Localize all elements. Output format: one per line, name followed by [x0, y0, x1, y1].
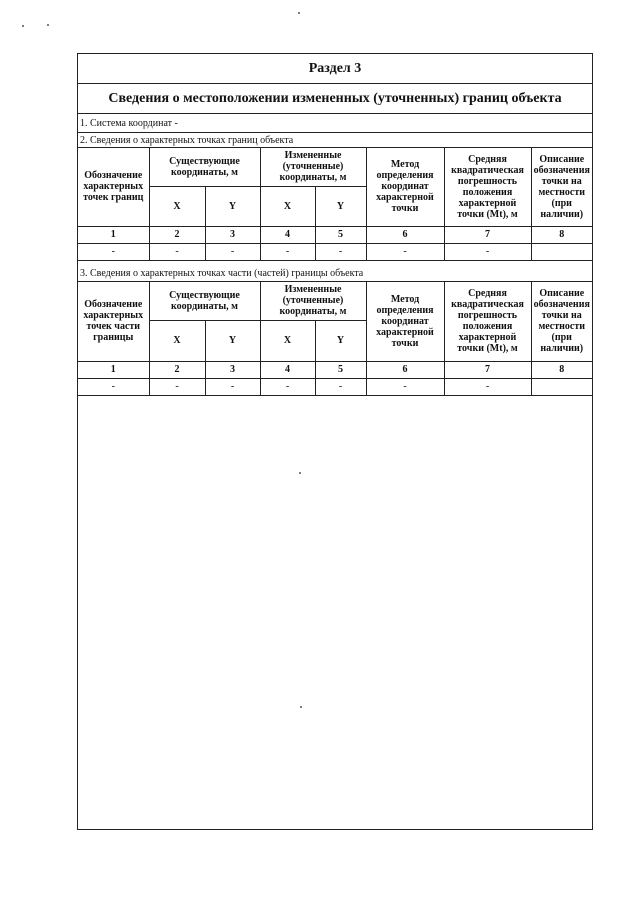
table-cell: - [315, 243, 366, 260]
boundary-points-heading: 2. Сведения о характерных точках границ объекта [78, 133, 592, 148]
column-number: 1 [78, 226, 149, 243]
header-x: X [260, 186, 315, 226]
column-number: 6 [366, 361, 444, 378]
table-cell: - [315, 378, 366, 395]
header-changed-coordinates: Измененные (уточненные) координаты, м [260, 282, 366, 320]
header-method: Метод определения координат характерной точки [366, 282, 444, 361]
scan-speck [47, 24, 49, 26]
table-header-row [78, 282, 592, 320]
column-number: 4 [260, 361, 315, 378]
header-designation: Обозначение характерных точек границ [78, 148, 149, 226]
table-cell: - [78, 378, 149, 395]
column-number: 2 [149, 226, 205, 243]
table-row [78, 243, 592, 260]
header-y: Y [205, 186, 260, 226]
header-existing-coordinates: Существующие координаты, м [149, 282, 260, 320]
header-y: Y [315, 186, 366, 226]
column-number: 3 [205, 361, 260, 378]
scan-speck [298, 12, 300, 14]
table-cell: - [205, 243, 260, 260]
column-number: 1 [78, 361, 149, 378]
column-number: 6 [366, 226, 444, 243]
table-cell: - [444, 243, 531, 260]
coordinate-system-line: 1. Система координат - [78, 114, 592, 133]
header-description: Описание обозначения точки на местности (при наличии) [531, 282, 592, 361]
header-changed-coordinates: Измененные (уточненные) координаты, м [260, 148, 366, 186]
table-cell: - [149, 243, 205, 260]
column-numbers-row [78, 361, 592, 378]
part-boundary-points-heading: 3. Сведения о характерных точках части (частей) границы объекта [78, 266, 592, 282]
section-title: Раздел 3 [78, 54, 592, 84]
table-cell: - [366, 243, 444, 260]
table-row [78, 378, 592, 395]
table-cell: - [366, 378, 444, 395]
table-cell: - [260, 243, 315, 260]
header-error: Средняя квадратическая погрешность положения характерной точки (Mt), м [444, 148, 531, 226]
header-x: X [149, 320, 205, 361]
header-x: X [260, 320, 315, 361]
column-numbers-row [78, 226, 592, 243]
table-cell [531, 243, 592, 260]
column-number: 8 [531, 361, 592, 378]
header-error: Средняя квадратическая погрешность положения характерной точки (Mt), м [444, 282, 531, 361]
column-number: 3 [205, 226, 260, 243]
scan-speck [22, 25, 24, 27]
header-y: Y [205, 320, 260, 361]
table-cell: - [205, 378, 260, 395]
table-cell: - [444, 378, 531, 395]
header-designation: Обозначение характерных точек части границы [78, 282, 149, 361]
header-y: Y [315, 320, 366, 361]
table-cell: - [149, 378, 205, 395]
column-number: 8 [531, 226, 592, 243]
header-x: X [149, 186, 205, 226]
boundary-points-table [78, 148, 592, 261]
document-frame [77, 53, 593, 830]
header-description: Описание обозначения точки на местности (при наличии) [531, 148, 592, 226]
header-existing-coordinates: Существующие координаты, м [149, 148, 260, 186]
column-number: 4 [260, 226, 315, 243]
table-cell [531, 378, 592, 395]
document-title: Сведения о местоположении измененных (уточненных) границ объекта [78, 84, 592, 114]
table-cell: - [260, 378, 315, 395]
table-header-row [78, 148, 592, 186]
column-number: 2 [149, 361, 205, 378]
column-number: 5 [315, 361, 366, 378]
scan-speck [299, 472, 301, 474]
part-boundary-points-table [78, 282, 592, 396]
header-method: Метод определения координат характерной точки [366, 148, 444, 226]
column-number: 7 [444, 361, 531, 378]
column-number: 7 [444, 226, 531, 243]
table-cell: - [78, 243, 149, 260]
scan-speck [300, 706, 302, 708]
column-number: 5 [315, 226, 366, 243]
